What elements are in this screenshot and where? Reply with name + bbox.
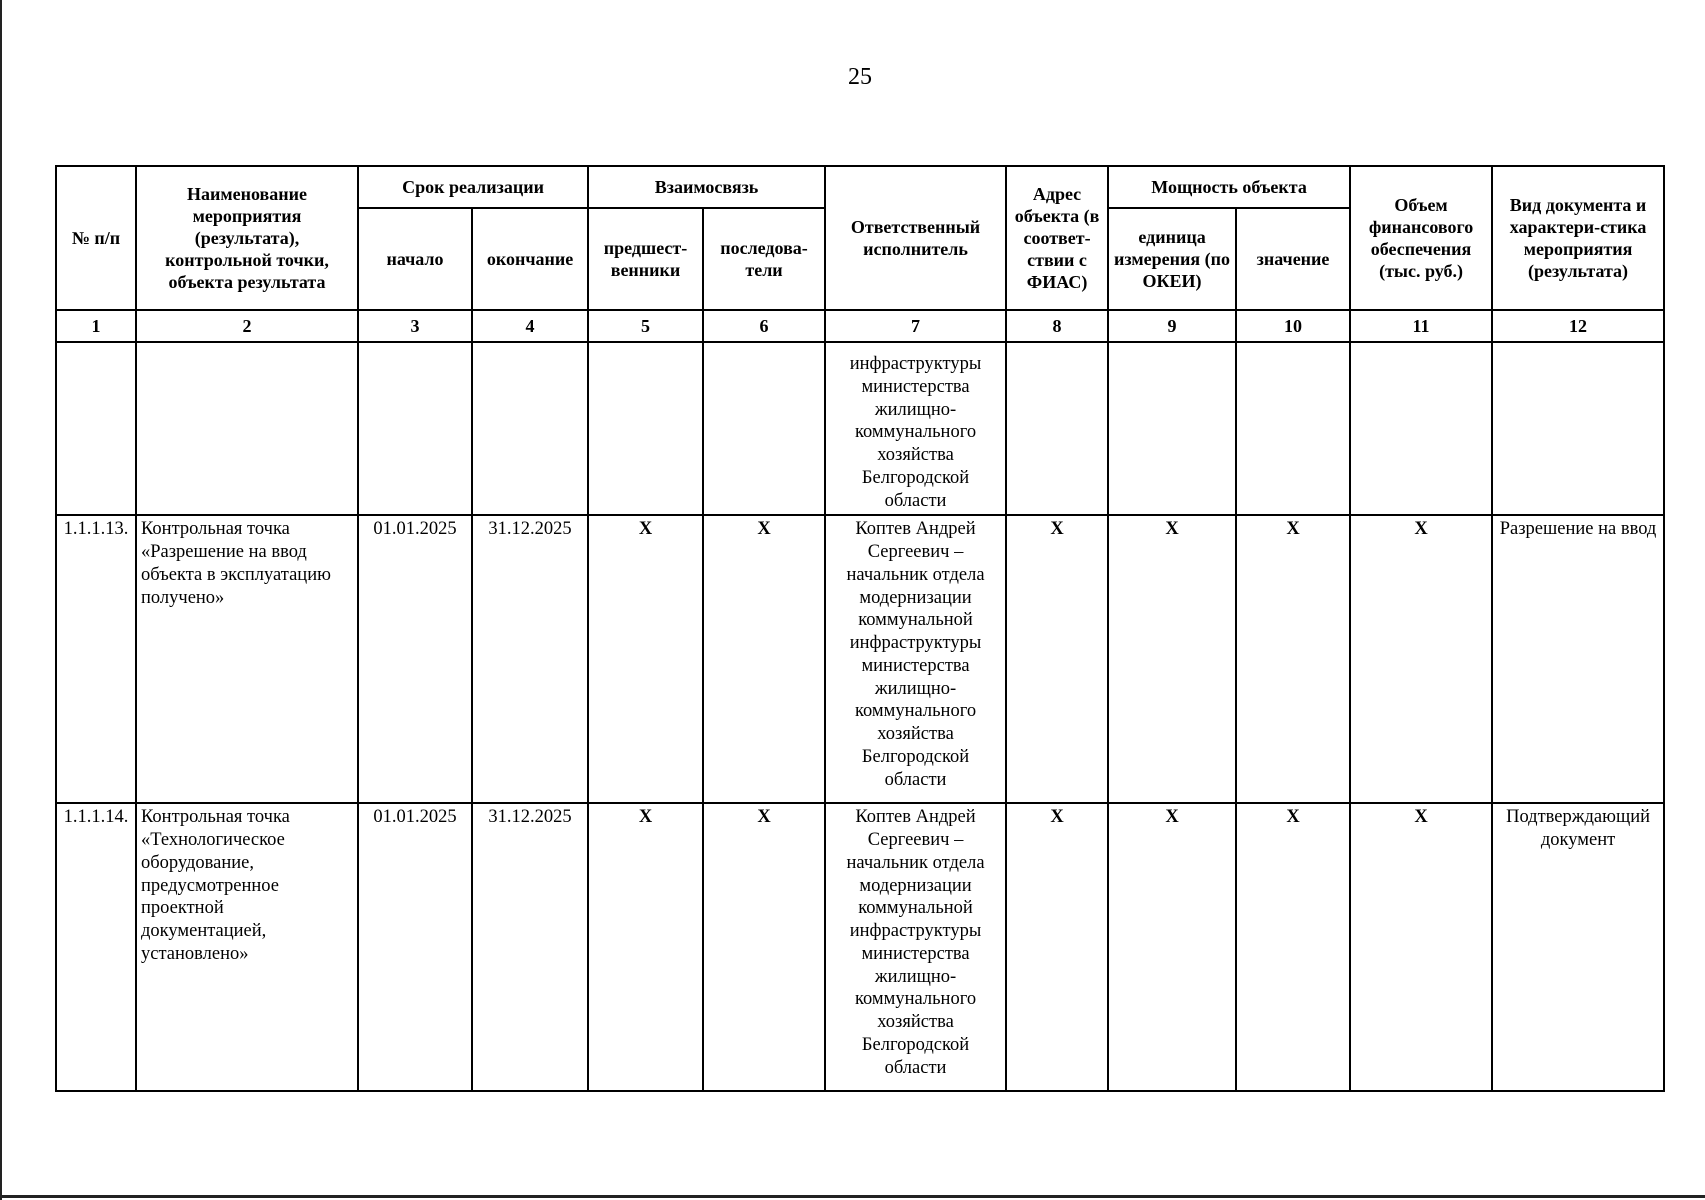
column-number: 8: [1006, 310, 1108, 342]
column-number: 12: [1492, 310, 1664, 342]
cell-name: Контрольная точка «Технологическое оборудование, предусмотренное проектной документацией, установлено»: [136, 803, 358, 1091]
cell-end: [472, 342, 588, 515]
cell-name: [136, 342, 358, 515]
header-value: значение: [1236, 208, 1350, 310]
header-name: Наименование мероприятия (результата), контрольной точки, объекта результата: [136, 166, 358, 310]
table-row: [56, 342, 1664, 515]
cell-doc: Разрешение на ввод: [1492, 515, 1664, 803]
header-num: № п/п: [56, 166, 136, 310]
header-finance: Объем финансового обеспечения (тыс. руб.): [1350, 166, 1492, 310]
header-predecessors: предшест-венники: [588, 208, 703, 310]
header-end: окончание: [472, 208, 588, 310]
column-number: 10: [1236, 310, 1350, 342]
cell-address: X: [1006, 803, 1108, 1091]
cell-end: 31.12.2025: [472, 803, 588, 1091]
header-doc-type: Вид документа и характери-стика мероприятия (результата): [1492, 166, 1664, 310]
cell-finance: [1350, 342, 1492, 515]
cell-doc: Подтверждающий документ: [1492, 803, 1664, 1091]
column-number: 6: [703, 310, 825, 342]
cell-successors: X: [703, 515, 825, 803]
table-row: [56, 803, 1664, 1091]
cell-address: X: [1006, 515, 1108, 803]
header-successors: последова-тели: [703, 208, 825, 310]
column-number: 9: [1108, 310, 1236, 342]
cell-end: 31.12.2025: [472, 515, 588, 803]
header-address: Адрес объекта (в соответ-ствии с ФИАС): [1006, 166, 1108, 310]
column-number: 2: [136, 310, 358, 342]
header-executor: Ответственный исполнитель: [825, 166, 1006, 310]
cell-unit: X: [1108, 515, 1236, 803]
cell-start: 01.01.2025: [358, 515, 472, 803]
plan-table: [55, 165, 1665, 1092]
column-number: 3: [358, 310, 472, 342]
table-row: [56, 515, 1664, 803]
header-start: начало: [358, 208, 472, 310]
cell-successors: X: [703, 803, 825, 1091]
cell-num: 1.1.1.14.: [56, 803, 136, 1091]
cell-value: X: [1236, 803, 1350, 1091]
header-term: Срок реализации: [358, 166, 588, 208]
cell-name: Контрольная точка «Разрешение на ввод объекта в эксплуатацию получено»: [136, 515, 358, 803]
header-relation: Взаимосвязь: [588, 166, 825, 208]
column-number: 5: [588, 310, 703, 342]
page-bottom-border: [0, 1195, 1705, 1198]
cell-predecessors: X: [588, 515, 703, 803]
header-capacity: Мощность объекта: [1108, 166, 1350, 208]
cell-unit: [1108, 342, 1236, 515]
column-number: 1: [56, 310, 136, 342]
cell-predecessors: X: [588, 803, 703, 1091]
cell-executor: Коптев Андрей Сергеевич – начальник отдела модернизации коммунальной инфраструктуры министерства жилищно-коммунального хозяйства Белгородской области: [825, 515, 1006, 803]
cell-finance: X: [1350, 803, 1492, 1091]
cell-address: [1006, 342, 1108, 515]
cell-executor: Коптев Андрей Сергеевич – начальник отдела модернизации коммунальной инфраструктуры министерства жилищно-коммунального хозяйства Белгородской области: [825, 803, 1006, 1091]
column-number: 11: [1350, 310, 1492, 342]
cell-finance: X: [1350, 515, 1492, 803]
cell-start: 01.01.2025: [358, 803, 472, 1091]
cell-executor: инфраструктуры министерства жилищно-коммунального хозяйства Белгородской области: [825, 342, 1006, 515]
column-number: 4: [472, 310, 588, 342]
page-number: 25: [848, 64, 872, 90]
column-number: 7: [825, 310, 1006, 342]
cell-start: [358, 342, 472, 515]
cell-predecessors: [588, 342, 703, 515]
header-unit: единица измерения (по ОКЕИ): [1108, 208, 1236, 310]
cell-doc: [1492, 342, 1664, 515]
cell-num: 1.1.1.13.: [56, 515, 136, 803]
cell-num: [56, 342, 136, 515]
cell-successors: [703, 342, 825, 515]
page-left-border: [0, 0, 2, 1200]
cell-unit: X: [1108, 803, 1236, 1091]
cell-value: X: [1236, 515, 1350, 803]
cell-value: [1236, 342, 1350, 515]
